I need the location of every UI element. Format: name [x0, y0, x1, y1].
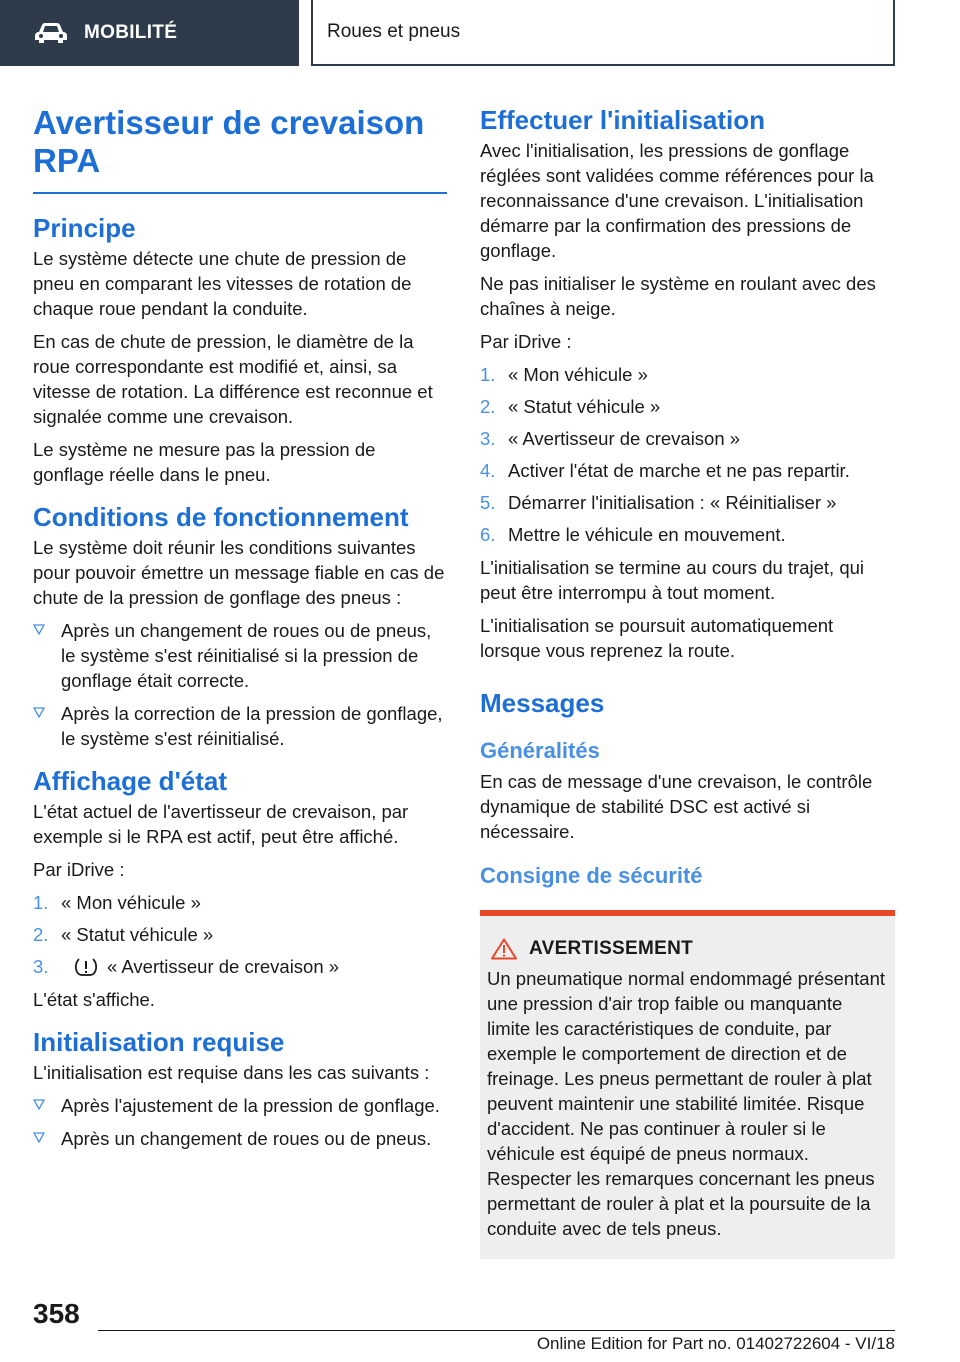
heading-init-requise: Initialisation requise	[33, 1027, 285, 1057]
paragraph: L'initialisation se poursuit automatiquement lorsque vous reprenez la route.	[480, 615, 834, 661]
heading-effectuer: Effectuer l'initialisation	[480, 105, 766, 135]
footer-divider	[98, 1330, 895, 1331]
header-section-label: MOBILITÉ	[84, 22, 178, 43]
page-title: Avertisseur de crevaison RPA	[33, 104, 447, 194]
warning-box	[480, 910, 895, 1259]
paragraph: L'initialisation se termine au cours du trajet, qui peut être interrompu à tout moment.	[480, 557, 865, 603]
paragraph: Le système détecte une chute de pression de pneu en comparant les vitesses de rotation de chaque roue pendant la conduite.	[33, 248, 412, 319]
list-item: 6. Mettre le véhicule en mouvement.	[480, 524, 786, 545]
heading-generalites: Généralités	[480, 738, 600, 763]
paragraph: L'état actuel de l'avertisseur de crevaison, par exemple si le RPA est actif, peut être affiché.	[33, 801, 409, 847]
bullet-triangle-icon	[33, 1132, 45, 1144]
paragraph: Par iDrive :	[480, 331, 572, 352]
page-number: 358	[33, 1298, 80, 1329]
list-item: 5. Démarrer l'initialisation : « Réinitialiser »	[480, 492, 837, 513]
bullet-list	[33, 618, 447, 751]
warning-triangle-icon	[491, 938, 517, 960]
left-column	[33, 104, 447, 1159]
warning-text: Un pneumatique normal endommagé présentant une pression d'air trop faible ou manquante limite les caractéristiques de conduite, par exemple le comportement de direction et de freinage. Les pneus permettant de rouler à plat peuvent maintenir une stabilité limitée. Risque d'accident. Ne pas continuer à rouler si le véhicule est équipé de pneus normaux. Respecter les remarques concernant les pneus permettant de rouler à plat et la poursuite de la conduite avec de tels pneus.	[487, 968, 885, 1239]
bullet-triangle-icon	[33, 1099, 45, 1111]
heading-messages: Messages	[480, 688, 605, 718]
heading-affichage: Affichage d'état	[33, 766, 227, 796]
list-item: Après un changement de roues ou de pneus.	[33, 1126, 447, 1151]
bullet-triangle-icon	[33, 624, 45, 636]
warning-label: AVERTISSEMENT	[529, 938, 694, 959]
tire-warning-icon	[73, 957, 99, 977]
paragraph: Le système ne mesure pas la pression de gonflage réelle dans le pneu.	[33, 439, 376, 485]
numbered-list	[480, 362, 895, 547]
list-item: 4. Activer l'état de marche et ne pas repartir.	[480, 460, 850, 481]
bullet-list	[33, 1093, 447, 1151]
paragraph: Le système doit réunir les conditions suivantes pour pouvoir émettre un message fiable en cas de chute de la pression de gonflage des pneus :	[33, 537, 445, 608]
heading-conditions: Conditions de fonctionnement	[33, 502, 409, 532]
list-item: 1. « Mon véhicule »	[33, 892, 201, 913]
header-chapter	[311, 0, 895, 66]
right-column	[480, 104, 895, 1259]
numbered-list	[33, 890, 447, 979]
bullet-triangle-icon	[33, 707, 45, 719]
paragraph: L'état s'affiche.	[33, 989, 155, 1010]
list-item: 3. « Avertisseur de crevaison »	[33, 956, 340, 977]
header-chapter-label: Roues et pneus	[327, 21, 461, 42]
warning-header	[491, 938, 887, 960]
heading-consigne: Consigne de sécurité	[480, 863, 703, 888]
footer-edition: Online Edition for Part no. 01402722604 - VI/18	[536, 1334, 895, 1353]
list-item: Après la correction de la pression de gonflage, le système s'est réinitialisé.	[33, 701, 447, 751]
car-icon	[34, 22, 68, 44]
header-section-tab	[0, 0, 299, 66]
paragraph: En cas de chute de pression, le diamètre de la roue correspondante est modifié et, ainsi, sa vitesse de rotation. La différence est reconnue et signalée comme une crevaison.	[33, 331, 433, 427]
list-item: 2. « Statut véhicule »	[33, 924, 214, 945]
list-item: 2. « Statut véhicule »	[480, 396, 661, 417]
paragraph: Avec l'initialisation, les pressions de gonflage réglées sont validées comme références pour la reconnaissance d'une crevaison. L'initialisation démarre par la confirmation des pressions de gonflage.	[480, 140, 874, 261]
list-item: 3. « Avertisseur de crevaison »	[480, 428, 741, 449]
list-item: Après l'ajustement de la pression de gonflage.	[33, 1093, 447, 1118]
list-item: Après un changement de roues ou de pneus, le système s'est réinitialisé si la pression de gonflage était correcte.	[33, 618, 447, 693]
list-item: 1. « Mon véhicule »	[480, 364, 648, 385]
paragraph: Par iDrive :	[33, 859, 125, 880]
paragraph: Ne pas initialiser le système en roulant avec des chaînes à neige.	[480, 273, 876, 319]
heading-principe: Principe	[33, 213, 136, 243]
paragraph: L'initialisation est requise dans les cas suivants :	[33, 1062, 430, 1083]
paragraph: En cas de message d'une crevaison, le contrôle dynamique de stabilité DSC est activé si nécessaire.	[480, 771, 873, 842]
